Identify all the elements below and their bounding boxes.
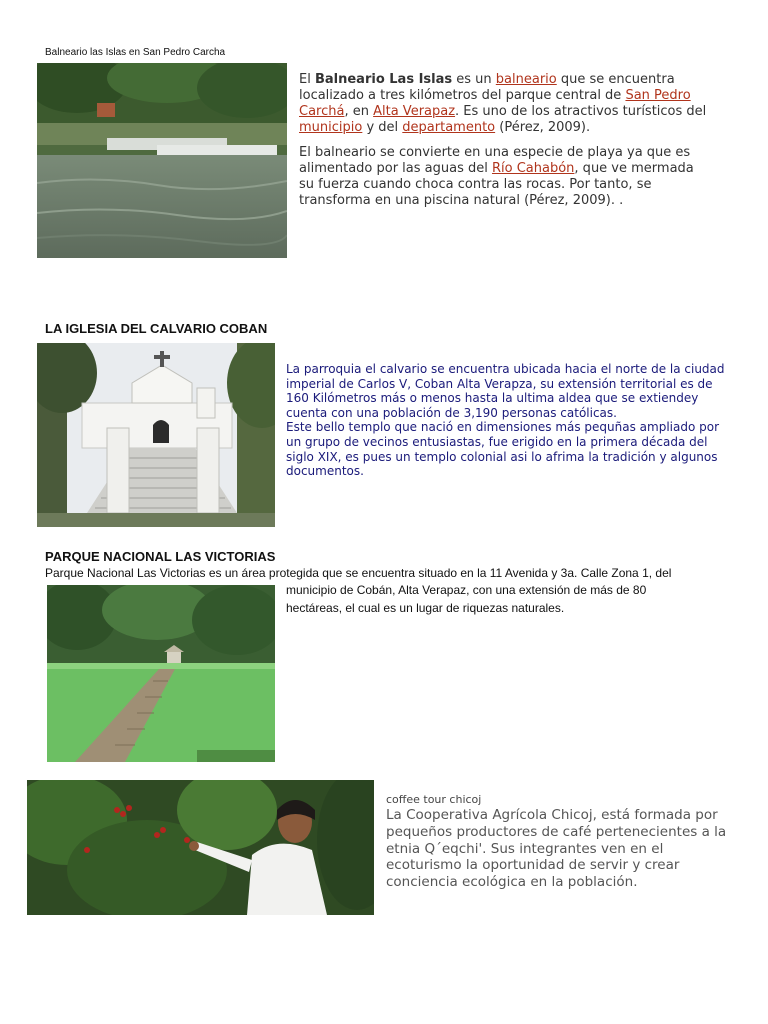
link-rio-cahabon[interactable]: Río Cahabón bbox=[491, 161, 575, 176]
text-run: El balneario se convierte en una especie de playa ya que es alimentado por las aguas del bbox=[299, 145, 691, 176]
balneario-description bbox=[299, 72, 709, 218]
text-run: , en bbox=[344, 104, 374, 119]
iglesia-paragraph-1: La parroquia el calvario se encuentra ubicada hacia el norte de la ciudad imperial de Carlos V, Coban Alta Verapza, su extensión territorial es de 160 Kilómetros más o menos hasta la ultima aldea que se extiendey cuenta con una población de 3,190 personas católicas. bbox=[286, 362, 725, 420]
coffee-tour-label: coffee tour chicoj bbox=[386, 793, 482, 806]
text-run: (Pérez, 2009). bbox=[495, 120, 591, 135]
balneario-caption: Balneario las Islas en San Pedro Carcha bbox=[45, 47, 226, 58]
balneario-photo bbox=[37, 63, 287, 258]
text-run: que se encuentra localizado a tres kilómetros del parque central de bbox=[299, 72, 675, 103]
balneario-paragraph-1 bbox=[299, 72, 709, 136]
parque-line-2: municipio de Cobán, Alta Verapaz, con una extensión de más de 80 bbox=[286, 583, 647, 597]
iglesia-paragraph-2: Este bello templo que nació en dimensiones más pequñas ampliado por un grupo de vecinos entusiastas, fue erigido en la primera década del siglo XIX, es pues un templo colonial asi lo afrima la tradición y algunos documentos. bbox=[286, 420, 720, 479]
coffee-description: La Cooperativa Agrícola Chicoj, está formada por pequeños productores de café pertenecientes a la etnia Q´eqchi'. Sus integrantes ven en el ecoturismo la oportunidad de servir y crear conciencia ecológica en la población. bbox=[386, 807, 727, 891]
text-run: y del bbox=[362, 120, 403, 135]
balneario-paragraph-2 bbox=[299, 145, 709, 209]
text-run: es un bbox=[452, 72, 496, 87]
link-municipio[interactable]: municipio bbox=[299, 120, 363, 135]
link-balneario[interactable]: balneario bbox=[495, 72, 557, 87]
coffee-photo bbox=[27, 780, 374, 915]
text-run: El bbox=[299, 72, 315, 87]
parque-heading: PARQUE NACIONAL LAS VICTORIAS bbox=[45, 549, 276, 564]
link-san-pedro-carcha[interactable]: San Pedro Carchá bbox=[299, 88, 691, 119]
iglesia-heading: LA IGLESIA DEL CALVARIO COBAN bbox=[45, 321, 268, 336]
text-run: , que ve mermada su fuerza cuando choca contra las rocas. Por tanto, se transforma en una piscina natural (Pérez, 2009). . bbox=[299, 161, 694, 208]
link-departamento[interactable]: departamento bbox=[402, 120, 496, 135]
iglesia-photo bbox=[37, 343, 275, 527]
iglesia-description bbox=[286, 362, 726, 479]
parque-line-1: Parque Nacional Las Victorias es un área protegida que se encuentra situado en la 11 Avenida y 3a. Calle Zona 1, del bbox=[45, 566, 672, 580]
balneario-name: Balneario Las Islas bbox=[314, 72, 453, 87]
parque-photo bbox=[47, 585, 275, 762]
parque-line-3: hectáreas, el cual es un lugar de riquezas naturales. bbox=[286, 601, 565, 615]
text-run: . Es uno de los atractivos turísticos del bbox=[455, 104, 707, 119]
link-alta-verapaz[interactable]: Alta Verapaz bbox=[373, 104, 456, 119]
